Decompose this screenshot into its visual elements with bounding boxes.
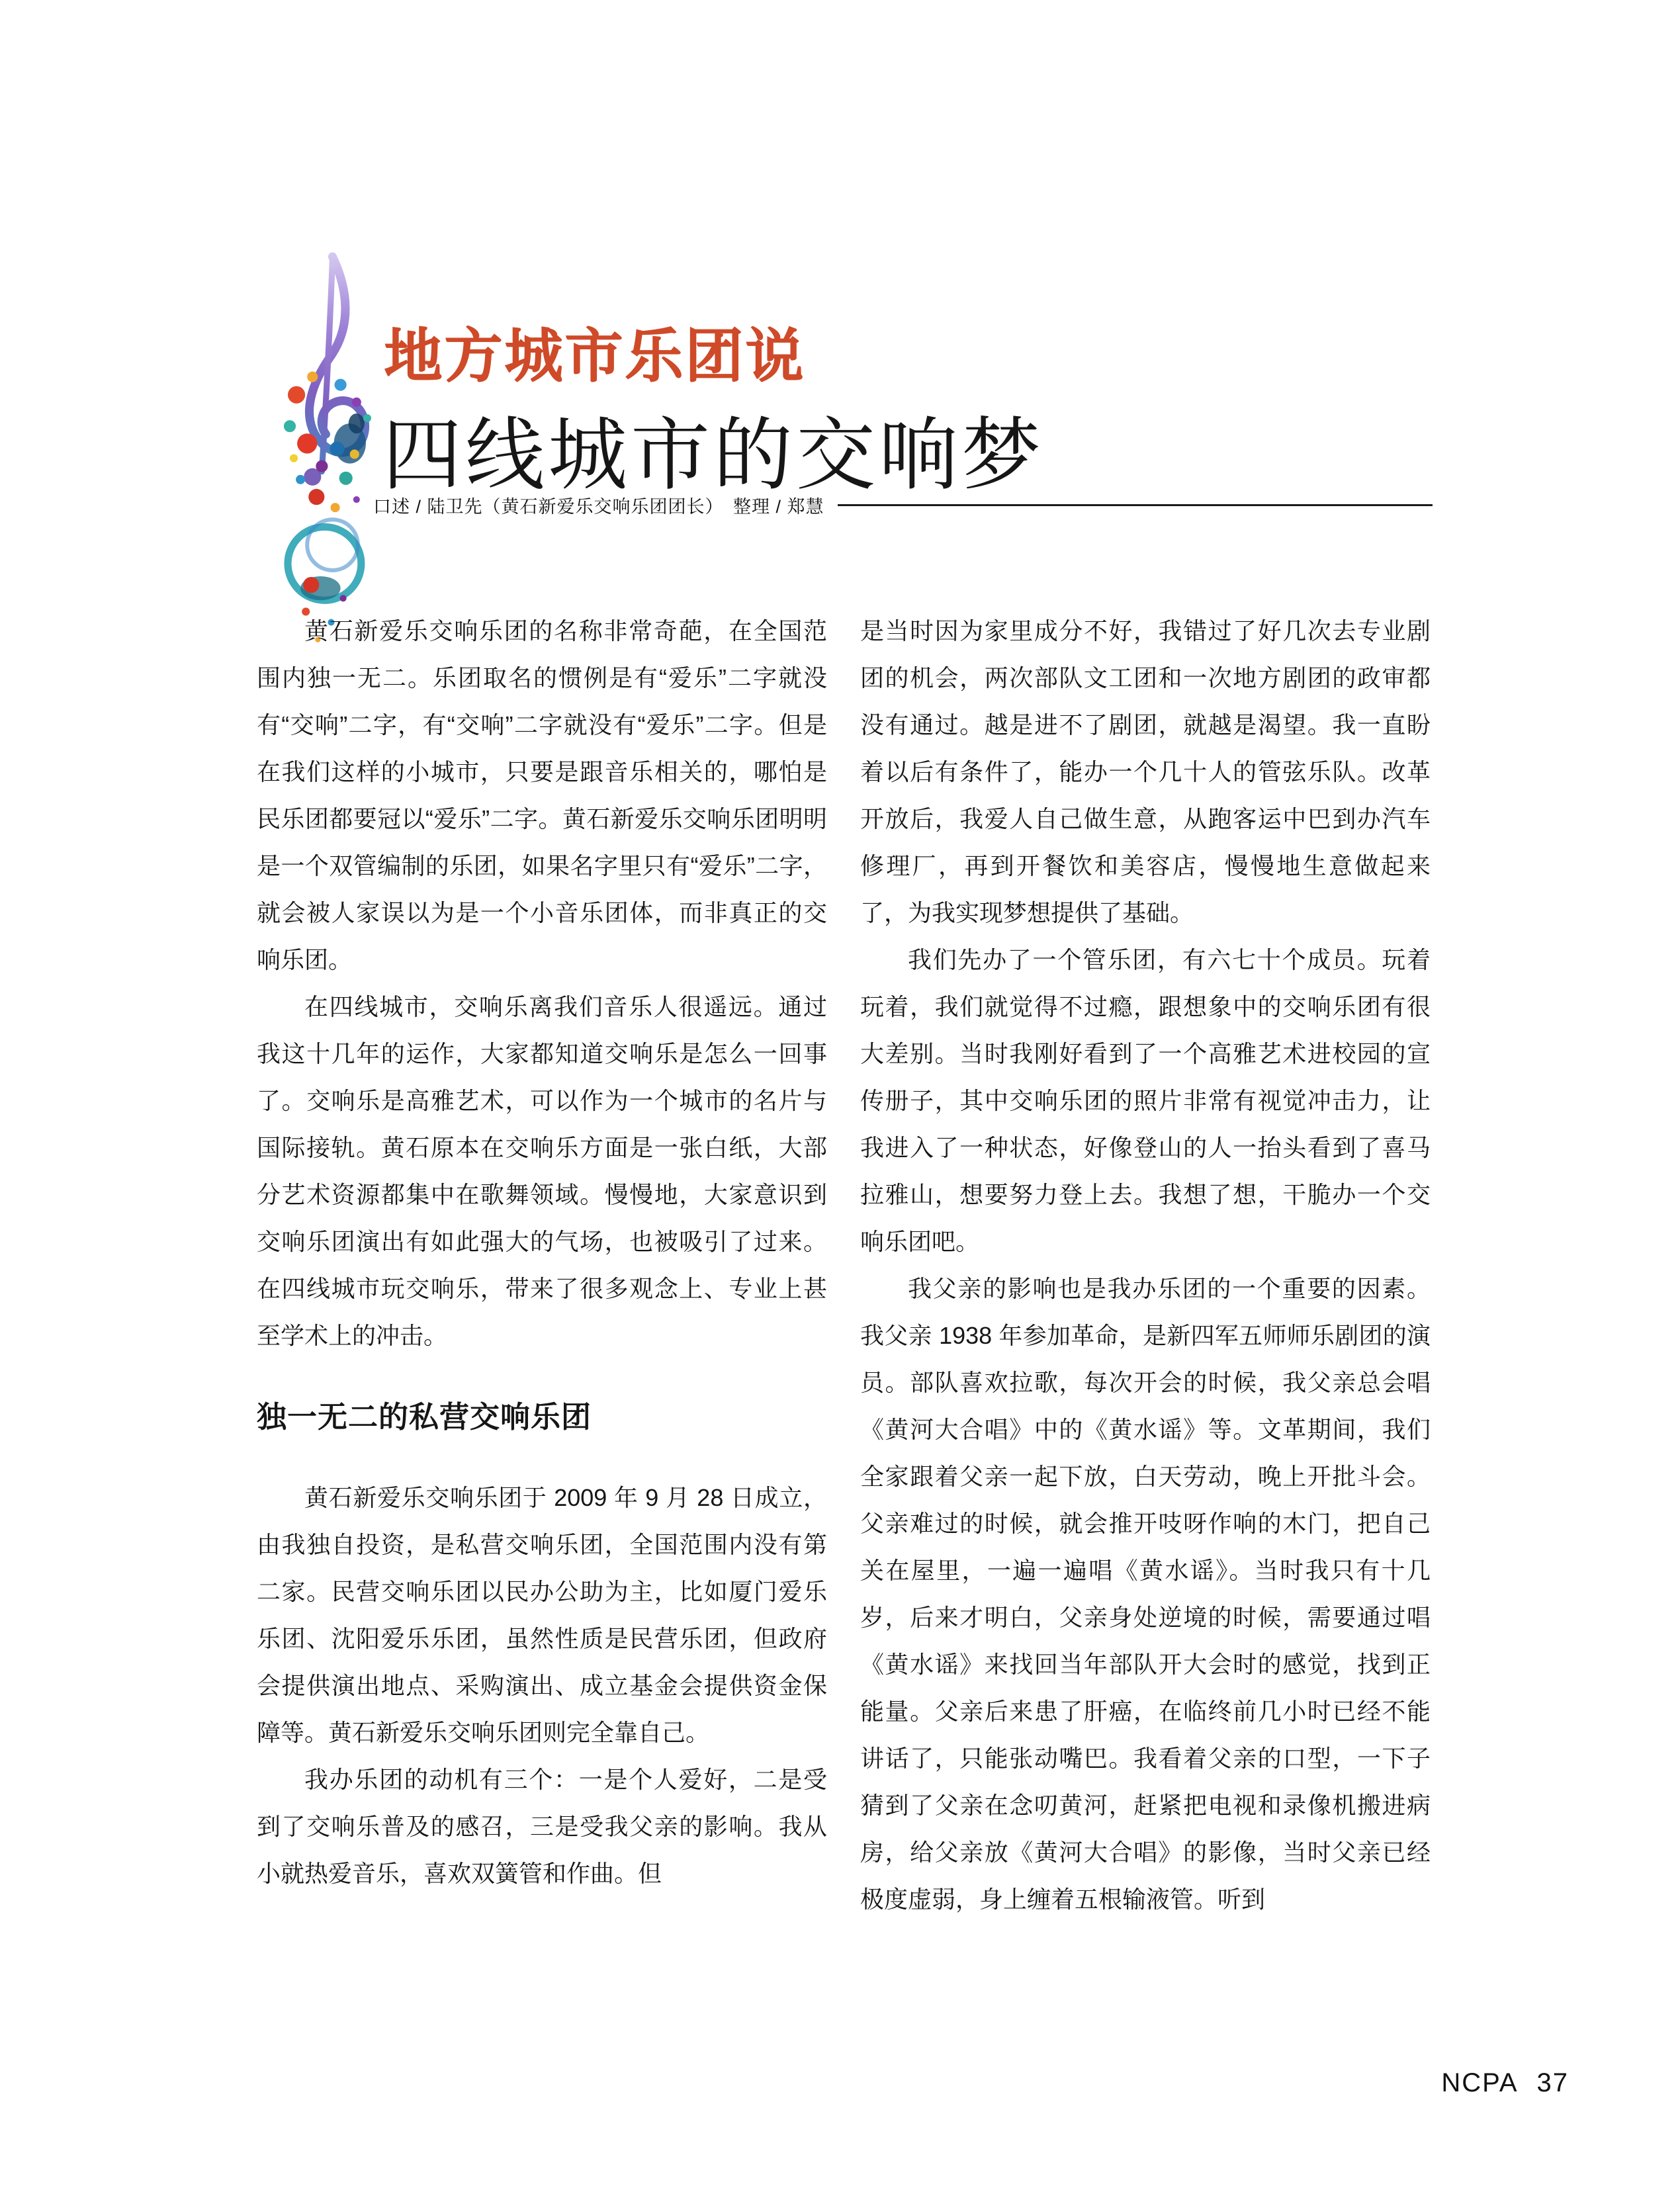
- article-title: 四线城市的交响梦: [382, 411, 1044, 500]
- body-paragraph: 在四线城市，交响乐离我们音乐人很遥远。通过我这十几年的运作，大家都知道交响乐是怎么一回事了。交响乐是高雅艺术，可以作为一个城市的名片与国际接轨。黄石原本在交响乐方面是一张白纸，大部分艺术资源都集中在歌舞领域。慢慢地，大家意识到交响乐团演出有如此强大的气场，也被吸引了过来。在四线城市玩交响乐，带来了很多观念上、专业上甚至学术上的冲击。: [257, 993, 827, 1349]
- body-paragraph: 我办乐团的动机有三个：一是个人爱好，二是受到了交响乐普及的感召，三是受我父亲的影响。我从小就热爱音乐，喜欢双簧管和作曲。但: [257, 1766, 827, 1888]
- body-paragraph: 黄石新爱乐交响乐团的名称非常奇葩，在全国范围内独一无二。乐团取名的惯例是有“爱乐”二字就没有“交响”二字，有“交响”二字就没有“爱乐”二字。但是在我们这样的小城市，只要是跟音乐相关的，哪怕是民乐团都要冠以“爱乐”二字。黄石新爱乐交响乐团明明是一个双管编制的乐团，如果名字里只有“爱乐”二字，就会被人家误以为是一个小音乐团体，而非真正的交响乐团。: [257, 617, 827, 973]
- byline: 口述 / 陆卫先（黄石新爱乐交响乐团团长） 整理 / 郑慧: [373, 497, 824, 517]
- body-paragraph: 是当时因为家里成分不好，我错过了好几次去专业剧团的机会，两次部队文工团和一次地方剧团的政审都没有通过。越是进不了剧团，就越是渴望。我一直盼着以后有条件了，能办一个几十人的管弦乐队。改革开放后，我爱人自己做生意，从跑客运中巴到办汽车修理厂，再到开餐饮和美容店，慢慢地生意做起来了，为我实现梦想提供了基础。: [860, 617, 1431, 926]
- page-number: 37: [1536, 2068, 1569, 2097]
- byline-row: [373, 492, 1433, 518]
- byline-rule: [838, 504, 1433, 506]
- right-column: [860, 607, 1431, 1923]
- treble-clef-paint-splash-icon: [273, 251, 388, 658]
- section-subheading: 独一无二的私营交响乐团: [257, 1400, 592, 1434]
- body-paragraph: 黄石新爱乐交响乐团于 2009 年 9 月 28 日成立，由我独自投资，是私营交响乐团，全国范围内没有第二家。民营交响乐团以民办公助为主，比如厦门爱乐乐团、沈阳爱乐乐团，虽然性质是民营乐团，但政府会提供演出地点、采购演出、成立基金会提供资金保障等。黄石新爱乐交响乐团则完全靠自己。: [257, 1484, 827, 1747]
- magazine-brand: NCPA: [1441, 2068, 1519, 2097]
- page-footer: [1441, 2068, 1569, 2098]
- body-paragraph: 我父亲的影响也是我办乐团的一个重要的因素。我父亲 1938 年参加革命，是新四军五师师乐剧团的演员。部队喜欢拉歌，每次开会的时候，我父亲总会唱《黄河大合唱》中的《黄水谣》等。文革期间，我们全家跟着父亲一起下放，白天劳动，晚上开批斗会。父亲难过的时候，就会推开吱呀作响的木门，把自己关在屋里，一遍一遍唱《黄水谣》。当时我只有十几岁，后来才明白，父亲身处逆境的时候，需要通过唱《黄水谣》来找回当年部队开大会时的感觉，找到正能量。父亲后来患了肝癌，在临终前几小时已经不能讲话了，只能张动嘴巴。我看着父亲的口型，一下子猜到了父亲在念叨黄河，赶紧把电视和录像机搬进病房，给父亲放《黄河大合唱》的影像，当时父亲已经极度虚弱，身上缠着五根输液管。听到: [860, 1275, 1431, 1913]
- series-title: 地方城市乐团说: [384, 323, 806, 388]
- body-paragraph: 我们先办了一个管乐团，有六七十个成员。玩着玩着，我们就觉得不过瘾，跟想象中的交响乐团有很大差别。当时我刚好看到了一个高雅艺术进校园的宣传册子，其中交响乐团的照片非常有视觉冲击力，让我进入了一种状态，好像登山的人一抬头看到了喜马拉雅山，想要努力登上去。我想了想，干脆办一个交响乐团吧。: [860, 946, 1431, 1255]
- left-column: [257, 607, 827, 1897]
